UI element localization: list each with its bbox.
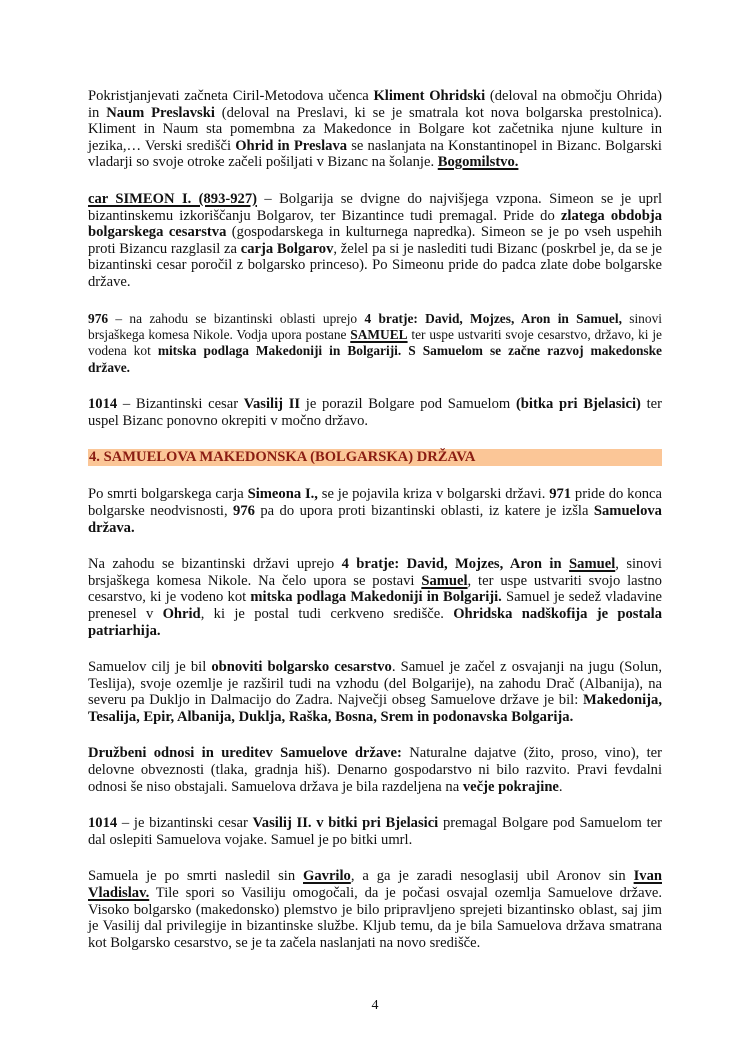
text-run: . — [558, 778, 563, 795]
text-run: , a ga je zaradi nesoglasij ubil Aronov sin — [350, 868, 634, 885]
text-run: – Bizantinski cesar — [117, 396, 244, 413]
paragraph — [88, 311, 662, 377]
bold-text: Gavrilo — [303, 868, 351, 885]
text-run: pa do upora proti bizantinski oblasti, iz katere je izšla — [254, 502, 594, 519]
paragraph — [88, 556, 662, 639]
text-run: Naturalne dajatve (žito, proso, vino), ter delovne obveznosti (tlaka, gradnja hiš). Denarno gospodarstvo ni bilo razvito. Pravi fevdalni odnosi še niso obstajali. Samuelova država je bila razdeljena na — [88, 745, 662, 795]
text-run: premagal Bolgare pod Samuelom ter dal oslepiti Samuelova vojake. Samuel je po bitki umrl. — [88, 815, 662, 848]
text-run: Samuela je po smrti nasledil sin — [88, 868, 303, 885]
paragraph — [88, 745, 662, 795]
text-run: , želel pa si je naslediti tudi Bizanc (poskrbel je, da se je bizantinski cesar poročil z bolgarsko princeso). Po Simeonu pride do padca zlate dobe bolgarske države. — [88, 240, 662, 290]
bold-text: Naum Preslavski — [106, 104, 215, 121]
text-run: , ki je postal tudi cerkveno središče. — [200, 605, 454, 622]
text-run: . Samuel je začel z osvajanji na jugu (Solun, Teslija), svoje ozemlje je razširil tudi na vzhodu (del Bolgarije), na zahodu Drač (Albanija), na severu pa Dukljo in Dalmacijo do Zadra. Največji obseg Samuelove države je bil: — [88, 659, 663, 709]
bold-text: Kliment Ohridski — [373, 88, 486, 104]
paragraphs-top — [88, 88, 662, 429]
paragraph — [88, 88, 662, 171]
text-run: (deloval na območju Ohrida) in — [88, 88, 663, 121]
text-run: se je pojavila kriza v bolgarski državi. — [317, 486, 550, 503]
text-run: Tile spori so Vasiliju omogočali, da je počasi osvajal ozemlja Samuelove države. Visoko bolgarsko (makedonsko) plemstvo je bilo pripravljeno sprejeti bizantinsko oblast, saj jim je Vasilij dal privilegije in bizantinske službe. Kljub temu, da je bila Samuelova država smatrana kot Bolgarsko cesarstvo, se je ta začela naslanjati na novo središče. — [88, 885, 662, 951]
text-run: ter uspe ustvariti svoje cesarstvo, državo, ki je vodena kot — [88, 326, 662, 359]
document-body — [88, 88, 662, 971]
bold-text: mitska podlaga Makedoniji in Bolgariji. — [250, 589, 502, 606]
bold-text: obnoviti bolgarsko cesarstvo — [211, 659, 392, 676]
text-run: Pokristjanjevati začneta Ciril-Metodova učenca — [88, 88, 374, 104]
text-run: se naslanjata na Konstantinopel in Bizanc. Bolgarski vladarji so svoje otroke začeli pošiljati v Bizanc na šolanje. — [88, 137, 662, 171]
bold-text: 971 — [549, 486, 572, 503]
bold-text: Makedonija, Tesalija, Epir, Albanija, Duklja, Raška, Bosna, Srem in podonavska Bolgarija. — [88, 692, 662, 725]
bold-text: večje pokrajine — [462, 778, 559, 795]
bold-text: zlatega obdobja bolgarskega cesarstva — [88, 207, 662, 241]
bold-text: Ohrid — [162, 605, 201, 622]
text-run: (deloval na Preslavi, ki se je smatrala kot nova bolgarska prestolnica). Kliment in Naum sta pomembna za Makedonce in Bolgare kot začetnika njune kulture in jezika,… Verski središči — [88, 104, 662, 154]
bold-text: Samuel — [569, 556, 616, 573]
bold-text: Simeona I., — [247, 486, 318, 503]
paragraph — [88, 191, 662, 291]
bold-text: Ohrid in Preslava — [235, 137, 348, 154]
bold-text: Vasilij II — [243, 396, 301, 413]
text-run: – na zahodu se bizantinski oblasti uprejo — [108, 310, 365, 326]
bold-text: Bogomilstvo. — [437, 154, 519, 171]
bold-text: Vasilij II. v bitki pri Bjelasici — [252, 815, 439, 832]
paragraph — [88, 486, 662, 536]
bold-text: 1014 — [88, 396, 118, 413]
bold-text: 976 — [233, 502, 255, 519]
text-run: pride do konca bolgarske neodvisnosti, — [88, 486, 662, 519]
bold-text: carja Bolgarov — [240, 240, 334, 257]
bold-text: Samuelova država. — [88, 502, 662, 536]
text-run: , ter uspe ustvariti svojo lastno cesarstvo, ki je vodeno kot — [88, 572, 662, 606]
section-heading: 4. SAMUELOVA MAKEDONSKA (BOLGARSKA) DRŽAVA — [88, 449, 662, 466]
text-run: Samuel je sedež vladavine prenesel v — [88, 589, 663, 622]
page-number: 4 — [371, 998, 379, 1013]
bold-text: Samuel — [421, 572, 468, 589]
text-run: Po smrti bolgarskega carja — [88, 486, 248, 503]
text-run: ter uspel Bizanc ponovno okrepiti v močno državo. — [88, 396, 662, 429]
text-run: – Bolgarija se dvigne do najvišjega vzpona. Simeon se je uprl bizantinskemu izkoriščanju Bolgarov, ter Bizantince tudi premagal. Pride do — [88, 190, 662, 224]
paragraphs-bottom — [88, 486, 662, 951]
paragraph — [88, 815, 662, 848]
bold-text: Ohridska nadškofija je postala patriarhija. — [88, 605, 662, 639]
paragraph — [88, 396, 662, 429]
bold-text: 4 bratje: David, Mojzes, Aron in Samuel, — [364, 310, 622, 326]
text-run: (gospodarskega in kulturnega napredka). Simeon se je po vseh uspehih proti Bizancu razglasil za — [88, 224, 662, 257]
bold-text: 1014 — [88, 815, 118, 832]
bold-text: SAMUEL — [350, 326, 408, 342]
text-run: – je bizantinski cesar — [117, 815, 253, 832]
bold-text: car SIMEON I. (893-927) — [88, 190, 258, 207]
text-run: Samuelov cilj je bil — [88, 659, 212, 676]
bold-text: (bitka pri Bjelasici) — [515, 396, 641, 413]
bold-text: mitska podlaga Makedoniji in Bolgariji. S Samuelom se začne razvoj makedonske države. — [88, 343, 662, 375]
bold-text: Ivan Vladislav. — [88, 868, 662, 902]
paragraph — [88, 659, 662, 725]
bold-text: Družbeni odnosi in ureditev Samuelove države: — [88, 745, 402, 762]
bold-text: 976 — [88, 310, 109, 326]
text-run: je porazil Bolgare pod Samuelom — [300, 396, 516, 413]
text-run: Na zahodu se bizantinski državi uprejo — [88, 556, 342, 573]
bold-text: 4 bratje: David, Mojzes, Aron in — [341, 556, 570, 573]
paragraph — [88, 868, 662, 951]
text-run: sinovi brsjaškega komesa Nikole. Vodja upora postane — [88, 310, 662, 342]
text-run: , sinovi brsjaškega komesa Nikole. Na čelo upora se postavi — [88, 556, 662, 589]
